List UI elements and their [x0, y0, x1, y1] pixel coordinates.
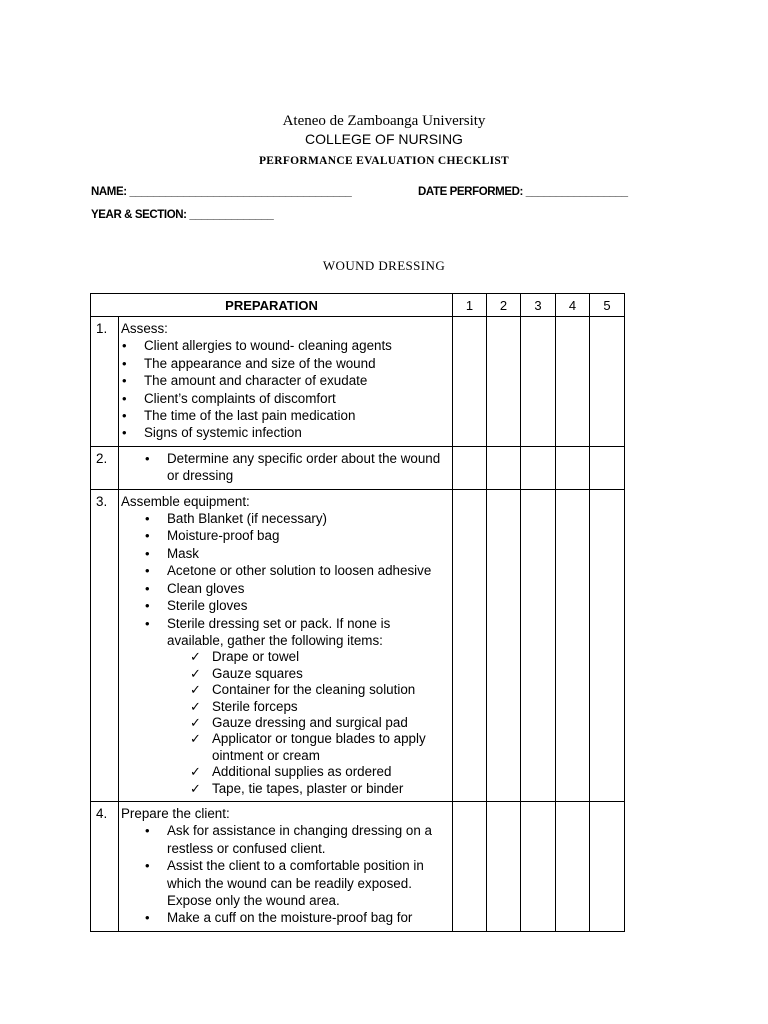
- check-item: ✓ Sterile forceps: [121, 699, 448, 715]
- rating-column-header: 1: [453, 294, 487, 317]
- step-number: 1.: [91, 317, 119, 447]
- list-item: • Clean gloves: [121, 580, 448, 597]
- list-item: • Bath Blanket (if necessary): [121, 510, 448, 527]
- rating-cell[interactable]: [453, 446, 487, 489]
- table-row: [91, 489, 625, 801]
- rating-cell[interactable]: [453, 317, 487, 447]
- check-item: ✓ Gauze squares: [121, 666, 448, 682]
- step-lead: Assemble equipment:: [121, 493, 250, 509]
- list-item: • Moisture-proof bag: [121, 527, 448, 544]
- rating-cell[interactable]: [590, 489, 625, 801]
- list-item: • Client’s complaints of discomfort: [121, 390, 448, 407]
- rating-cell[interactable]: [453, 489, 487, 801]
- list-item: • Sterile dressing set or pack. If none is available, gather the following items:: [121, 615, 448, 650]
- table-row: [91, 317, 625, 447]
- list-item: • Mask: [121, 545, 448, 562]
- table-header-row: [91, 294, 625, 317]
- check-item: ✓ Applicator or tongue blades to apply ointment or cream: [121, 731, 448, 764]
- list-item: • Ask for assistance in changing dressing on a restless or confused client.: [121, 822, 448, 857]
- rating-cell[interactable]: [556, 489, 590, 801]
- check-item: ✓ Drape or towel: [121, 649, 448, 665]
- check-item: ✓ Gauze dressing and surgical pad: [121, 715, 448, 731]
- bullet-list: [121, 337, 448, 441]
- rating-cell[interactable]: [556, 446, 590, 489]
- step-content: [119, 489, 453, 801]
- step-content: [119, 317, 453, 447]
- rating-cell[interactable]: [590, 317, 625, 447]
- table-row: [91, 801, 625, 931]
- list-item: • The amount and character of exudate: [121, 372, 448, 389]
- rating-cell[interactable]: [590, 446, 625, 489]
- rating-cell[interactable]: [521, 446, 556, 489]
- rating-cell[interactable]: [556, 801, 590, 931]
- section-header: PREPARATION: [91, 294, 453, 317]
- list-item: • Determine any specific order about the wound or dressing: [121, 450, 448, 485]
- checklist-title: PERFORMANCE EVALUATION CHECKLIST: [258, 155, 510, 167]
- check-item: ✓ Container for the cleaning solution: [121, 682, 448, 698]
- bullet-list: [121, 822, 448, 926]
- rating-cell[interactable]: [487, 317, 521, 447]
- step-content: [119, 801, 453, 931]
- college-name: COLLEGE OF NURSING: [305, 131, 463, 147]
- name-field[interactable]: NAME: _____________________________________: [91, 186, 352, 198]
- rating-column-header: 5: [590, 294, 625, 317]
- list-item: • The appearance and size of the wound: [121, 355, 448, 372]
- rating-cell[interactable]: [590, 801, 625, 931]
- evaluation-table: [90, 293, 625, 932]
- step-lead: Assess:: [121, 321, 168, 336]
- rating-cell[interactable]: [521, 317, 556, 447]
- list-item: • Acetone or other solution to loosen adhesive: [121, 562, 448, 579]
- list-item: • The time of the last pain medication: [121, 407, 448, 424]
- university-name: Ateneo de Zamboanga University: [282, 113, 486, 129]
- rating-cell[interactable]: [556, 317, 590, 447]
- date-performed-field[interactable]: DATE PERFORMED: _________________: [418, 186, 628, 198]
- step-number: 4.: [91, 801, 119, 931]
- table-row: [91, 446, 625, 489]
- rating-cell[interactable]: [521, 801, 556, 931]
- list-item: • Client allergies to wound- cleaning agents: [121, 337, 448, 354]
- list-item: • Make a cuff on the moisture-proof bag for: [121, 909, 448, 926]
- rating-column-header: 2: [487, 294, 521, 317]
- rating-column-header: 3: [521, 294, 556, 317]
- year-section-field[interactable]: YEAR & SECTION: ______________: [91, 209, 274, 221]
- list-item: • Signs of systemic infection: [121, 424, 448, 441]
- list-item: • Sterile gloves: [121, 597, 448, 614]
- step-number: 2.: [91, 446, 119, 489]
- procedure-title: WOUND DRESSING: [322, 258, 446, 273]
- bullet-list: [121, 450, 448, 485]
- step-number: 3.: [91, 489, 119, 801]
- rating-cell[interactable]: [487, 489, 521, 801]
- rating-cell[interactable]: [453, 801, 487, 931]
- step-content: [119, 446, 453, 489]
- rating-cell[interactable]: [521, 489, 556, 801]
- list-item: • Assist the client to a comfortable position in which the wound can be readily exposed. Expose only the wound area.: [121, 857, 448, 909]
- rating-cell[interactable]: [487, 446, 521, 489]
- step-lead: Prepare the client:: [121, 805, 230, 821]
- check-item: ✓ Additional supplies as ordered: [121, 764, 448, 780]
- check-item: ✓ Tape, tie tapes, plaster or binder: [121, 781, 448, 797]
- bullet-list: [121, 510, 448, 649]
- rating-cell[interactable]: [487, 801, 521, 931]
- checkmark-list: [121, 649, 448, 797]
- rating-column-header: 4: [556, 294, 590, 317]
